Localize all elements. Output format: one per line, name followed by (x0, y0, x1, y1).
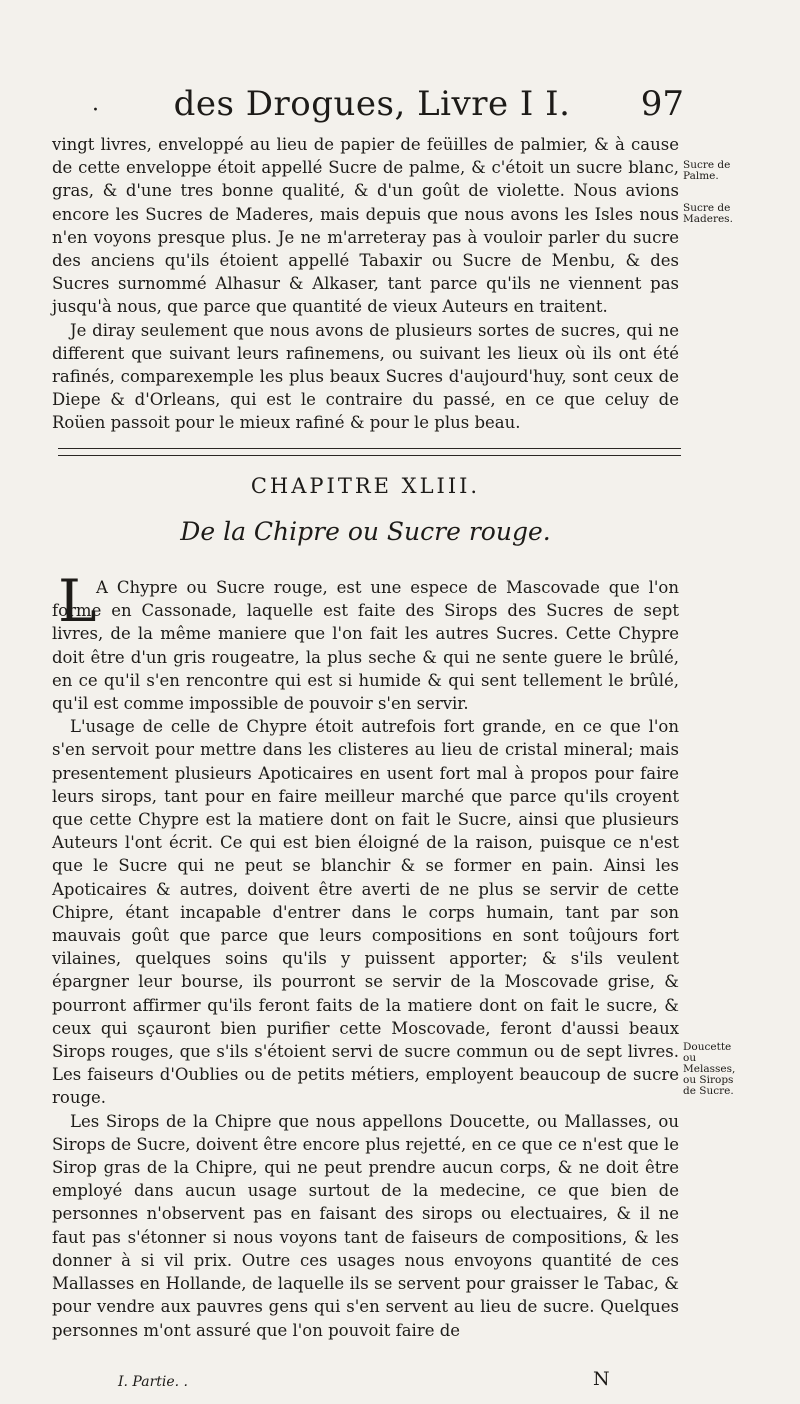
paragraph: Les Sirops de la Chipre que nous appellons Doucette, ou Mallasses, ou Sirops de Sucre, doivent être encore plus rejetté, en ce que ce n'est que le Sirop gras de la Chipre, qui ne peut prendre aucun corps, & ne doit être employé dans aucun usage surtout de la medecine, ce que bien de personnes n'observent pas en faisant des sirops ou electuaires, & il ne faut pas s'étonner si nous voyons tant de faiseurs de compositions, & les donner à si vil prix. Outre ces usages nous envoyons quantité de ces Mallasses en Hollande, de laquelle ils se servent pour graisser le Tabac, & pour vendre aux pauvres gens qui s'en servent au lieu de sucre. Quelques personnes m'ont assuré que l'on pouvoit faire de (52, 1111, 679, 1340)
running-head (62, 82, 682, 128)
text-block-chapter (52, 567, 679, 1342)
signature-letter: N (593, 1368, 610, 1390)
paragraph: Je diray seulement que nous avons de plusieurs sortes de sucres, qui ne different que suivant leurs rafinemens, ou suivant les lieux où ils ont été rafinés, comparexemple les plus beaux Sucres d'aujourd'huy, sont ceux de Diepe & d'Orleans, qui est le contraire du passé, en ce que celuy de Roüen passoit pour le mieux rafiné & pour le plus beau. (52, 320, 679, 433)
marginal-note-sucre-de-palme: Sucre de Palme. (683, 159, 731, 182)
chapter-title: De la Chipre ou Sucre rouge. (180, 517, 551, 546)
marginal-note-sucre-de-maderes: Sucre de Maderes. (683, 202, 733, 225)
paragraph: L'usage de celle de Chypre étoit autrefois fort grande, en ce que l'on s'en servoit pour mettre dans les clisteres au lieu de cristal mineral; mais presentement plusieurs Apoticaires en usent fort mal à propos pour faire leurs sirops, tant pour en faire meilleur marché que parce qu'ils croyent que cette Chypre est la matiere dont on fait le Sucre, ainsi que plusieurs Auteurs l'ont écrit. Ce qui est bien éloigné de la raison, puisque ce n'est que le Sucre qui ne peut se blanchir & se former en pain. Ainsi les Apoticaires & autres, doivent être averti de ne plus se servir de cette Chipre, étant incapable d'entrer dans le corps humain, tant par son mauvais goût que parce que leurs compositions en sont toûjours fort vilaines, quelques soins qu'ils y puissent apporter; & s'ils veulent épargner leur bourse, ils pourront se servir de la Moscovade grise, & pourront affirmer qu'ils feront faits de la matiere dont on fait le sucre, & ceux qui sçauront bien purifier cette Moscovade, feront d'aussi beaux Sirops rouges, que s'ils s'étoient servi de sucre commun ou de sept livres. Les faiseurs d'Oublies ou de petits métiers, employent beaucoup de sucre rouge. (52, 717, 679, 1108)
header-dot: · (92, 98, 99, 123)
drop-cap: L (58, 567, 97, 635)
paragraph: vingt livres, enveloppé au lieu de papier de feüilles de palmier, & à cause de cette enveloppe étoit appellé Sucre de palme, & c'étoit un sucre blanc, gras, & d'une tres bonne qualité, & d'un goût de violette. Nous avions encore les Sucres de Maderes, mais depuis que nous avons les Isles nous n'en voyons presque plus. Je ne m'arreteray pas à vouloir parler du sucre des anciens qu'ils étoient appellé Tabaxir ou Sucre de Menbu, & des Sucres surnommé Alhasur & Alkaser, tant parce qu'ils ne viennent pas jusqu'à nous, que parce que quantité de vieux Auteurs en traitent. (52, 135, 679, 317)
section-divider (58, 448, 681, 456)
page-number: 97 (640, 84, 684, 124)
running-title: des Drogues, Livre I I. (173, 84, 571, 124)
text-block-top (52, 133, 679, 435)
chapter-heading: CHAPITRE XLIII. (250, 474, 481, 498)
marginal-note-doucette: Doucette ou Melasses, ou Sirops de Sucre. (683, 1041, 736, 1097)
signature-mark: I. Partie. . (118, 1374, 188, 1390)
paragraph: A Chypre ou Sucre rouge, est une espece de Mascovade que l'on forme en Cassonade, laquelle est faite des Sirops des Sucres de sept livres, de la même maniere que l'on fait les autres Sucres. Cette Chypre doit être d'un gris rougeatre, la plus seche & qui ne sente guere le brûlé, en ce qu'il s'en rencontre qui est si humide & qui sent tellement le brûlé, qu'il est comme impossible de pouvoir s'en servir. (52, 578, 679, 714)
